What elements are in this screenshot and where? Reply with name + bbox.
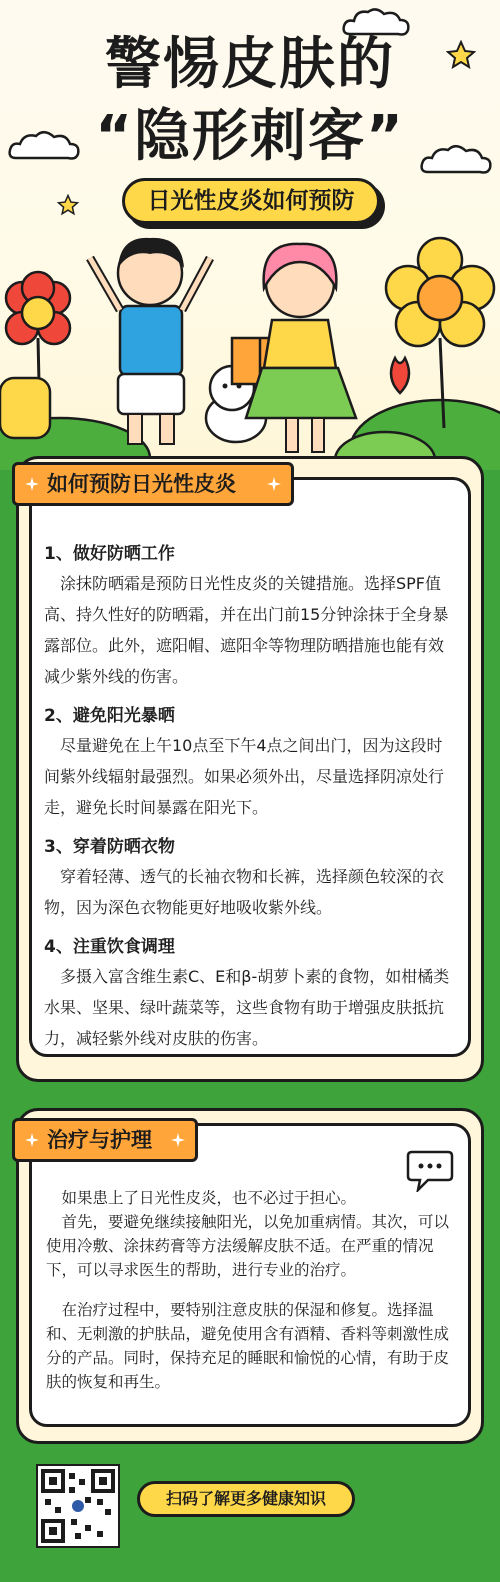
- item-heading: 4、注重饮食调理: [44, 937, 175, 957]
- item-heading: 1、做好防晒工作: [44, 544, 175, 564]
- item-body: 尽量避免在上午10点至下午4点之间出门，因为这段时间紫外线辐射最强烈。如果必须外出，尽量选择阴凉处行走，避免长时间暴露在阳光下。: [44, 736, 445, 817]
- treatment-card-inner: [29, 1123, 471, 1427]
- boy-figure: [90, 238, 210, 444]
- list-item: [44, 540, 458, 692]
- header-banner: [0, 0, 500, 470]
- item-body: 多摄入富含维生素C、E和β-胡萝卜素的食物，如柑橘类水果、坚果、绿叶蔬菜等，这些食物有助于增强皮肤抵抗力，减轻紫外线对皮肤的伤害。: [44, 967, 450, 1048]
- treatment-text: [46, 1186, 456, 1394]
- item-body: 穿着轻薄、透气的长袖衣物和长裤，选择颜色较深的衣物，因为深色衣物能更好地吸收紫外线。: [44, 867, 445, 917]
- star-icon: [57, 194, 79, 216]
- item-heading: 3、穿着防晒衣物: [44, 837, 175, 857]
- sparkle-icon: [171, 1133, 185, 1147]
- paragraph: 如果患上了日光性皮炎，也不必过于担心。: [61, 1189, 357, 1207]
- qr-code-pattern: [41, 1469, 115, 1543]
- prevention-list: [44, 530, 458, 1054]
- scan-cta-button[interactable]: 扫码了解更多健康知识: [137, 1481, 355, 1517]
- section-tag-label: 如何预防日光性皮炎: [47, 472, 236, 496]
- section-tag-treatment: [12, 1118, 198, 1162]
- page-title-line1: 警惕皮肤的: [105, 32, 395, 97]
- prevention-card: [16, 456, 484, 1082]
- subtitle-pill: 日光性皮炎如何预防: [122, 178, 380, 224]
- kids-illustration: [0, 228, 500, 470]
- page-title-line2: “隐形刺客”: [95, 104, 405, 169]
- prevention-card-inner: [29, 477, 471, 1057]
- list-item: [44, 702, 458, 823]
- list-item: [44, 933, 458, 1054]
- item-heading: 2、避免阳光暴晒: [44, 706, 175, 726]
- sparkle-icon: [25, 1133, 39, 1147]
- qr-code[interactable]: [38, 1466, 118, 1546]
- paragraph: 首先，要避免继续接触阳光，以免加重病情。其次，可以使用冷敷、涂抹药膏等方法缓解皮肤不适。在严重的情况下，可以寻求医生的帮助，进行专业的治疗。: [46, 1213, 450, 1279]
- sparkle-icon: [267, 477, 281, 491]
- section-tag-label: 治疗与护理: [47, 1128, 152, 1152]
- sparkle-icon: [25, 477, 39, 491]
- list-item: [44, 833, 458, 923]
- item-body: 涂抹防晒霜是预防日光性皮炎的关键措施。选择SPF值高、持久性好的防晒霜，并在出门前15分钟涂抹于全身暴露部位。此外，遮阳帽、遮阳伞等物理防晒措施也能有效减少紫外线的伤害。: [44, 574, 449, 686]
- paragraph: 在治疗过程中，要特别注意皮肤的保湿和修复。选择温和、无刺激的护肤品，避免使用含有酒精、香料等刺激性成分的产品。同时，保持充足的睡眠和愉悦的心情，有助于皮肤的恢复和再生。: [46, 1301, 450, 1391]
- section-tag-prevention: [12, 462, 294, 506]
